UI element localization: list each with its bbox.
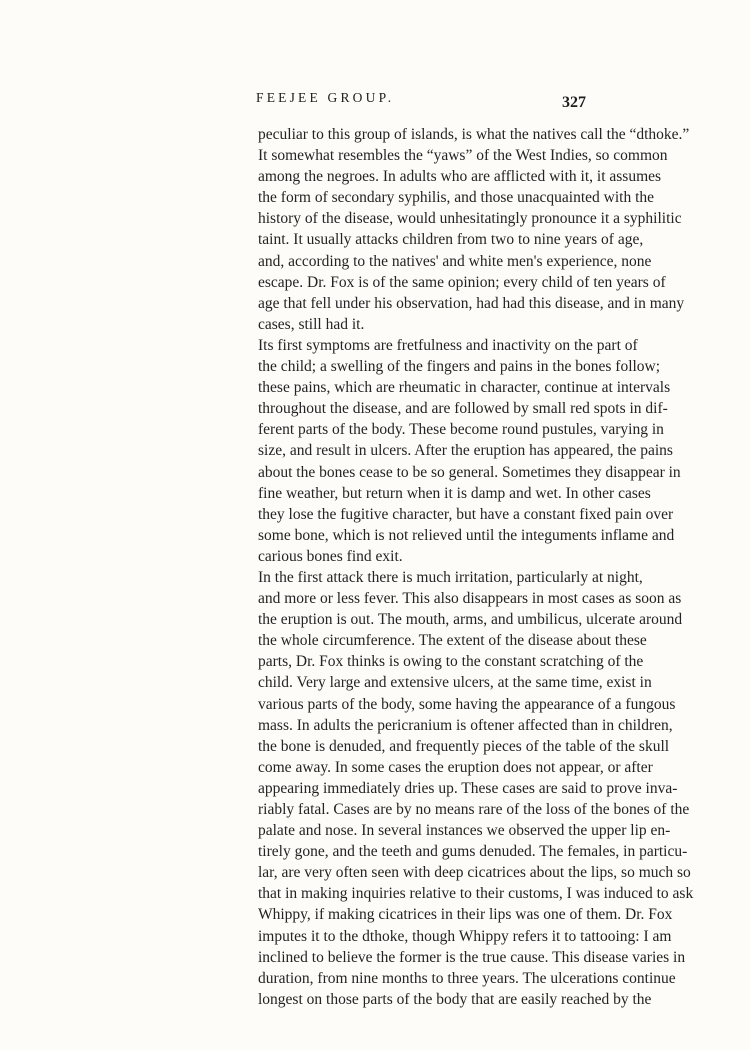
text-line: about the bones cease to be so general. Sometimes they disappear in	[258, 463, 681, 481]
text-line: Its first symptoms are fretfulness and inactivity on the part of	[258, 336, 638, 354]
text-line: the bone is denuded, and frequently pieces of the table of the skull	[258, 737, 670, 755]
text-line: the form of secondary syphilis, and those unacquainted with the	[258, 189, 655, 207]
text-line: escape. Dr. Fox is of the same opinion; every child of ten years of	[258, 273, 666, 291]
body-text	[258, 124, 750, 1010]
text-line: they lose the fugitive character, but have a constant fixed pain over	[258, 505, 674, 523]
text-line: throughout the disease, and are followed by small red spots in dif-	[258, 400, 668, 418]
text-line: appearing immediately dries up. These cases are said to prove inva-	[258, 779, 678, 797]
text-line: the eruption is out. The mouth, arms, and umbilicus, ulcerate around	[258, 611, 683, 629]
text-line: cases, still had it.	[258, 315, 365, 333]
text-line: taint. It usually attacks children from two to nine years of age,	[258, 231, 644, 249]
text-line: parts, Dr. Fox thinks is owing to the constant scratching of the	[258, 653, 644, 671]
text-line: some bone, which is not relieved until the integuments inflame and	[258, 526, 675, 544]
text-line: history of the disease, would unhesitatingly pronounce it a syphilitic	[258, 210, 682, 228]
text-line: duration, from nine months to three years. The ulcerations continue	[258, 969, 676, 987]
text-line: lar, are very often seen with deep cicatrices about the lips, so much so	[258, 864, 691, 882]
text-line: age that fell under his observation, had had this disease, and in many	[258, 294, 685, 312]
text-line: riably fatal. Cases are by no means rare of the loss of the bones of the	[258, 801, 690, 818]
text-line: imputes it to the dthoke, though Whippy refers it to tattooing: I am	[258, 927, 672, 945]
text-line: inclined to believe the former is the true cause. This disease varies in	[258, 948, 686, 966]
text-line: fine weather, but return when it is damp and wet. In other cases	[258, 484, 651, 502]
text-line: the child; a swelling of the fingers and pains in the bones follow;	[258, 358, 661, 376]
text-line: carious bones find exit.	[258, 547, 403, 565]
text-line: among the negroes. In adults who are afflicted with it, it assumes	[258, 168, 662, 186]
text-line: It somewhat resembles the “yaws” of the West Indies, so common	[258, 147, 668, 165]
text-line: ferent parts of the body. These become round pustules, varying in	[258, 421, 664, 439]
running-head: FEEJEE GROUP.	[256, 90, 395, 105]
text-line: and, according to the natives' and white men's experience, none	[258, 252, 652, 270]
text-line: child. Very large and extensive ulcers, at the same time, exist in	[258, 674, 652, 692]
text-line: that in making inquiries relative to their customs, I was induced to ask	[258, 885, 694, 903]
page-number: 327	[562, 94, 586, 111]
text-line: palate and nose. In several instances we observed the upper lip en-	[258, 822, 671, 840]
text-line: come away. In some cases the eruption does not appear, or after	[258, 758, 653, 776]
text-line: Whippy, if making cicatrices in their lips was one of them. Dr. Fox	[258, 906, 673, 924]
text-line: peculiar to this group of islands, is what the natives call the “dthoke.”	[258, 126, 690, 143]
text-line: the whole circumference. The extent of the disease about these	[258, 632, 647, 650]
text-line: mass. In adults the pericranium is oftener affected than in children,	[258, 716, 673, 734]
text-line: longest on those parts of the body that are easily reached by the	[258, 990, 652, 1008]
text-line: size, and result in ulcers. After the eruption has appeared, the pains	[258, 442, 673, 460]
text-line: various parts of the body, some having the appearance of a fungous	[258, 695, 676, 713]
text-line: and more or less fever. This also disappears in most cases as soon as	[258, 590, 682, 608]
text-line: In the first attack there is much irritation, particularly at night,	[258, 568, 643, 586]
text-line: these pains, which are rheumatic in character, continue at intervals	[258, 379, 671, 397]
text-line: tirely gone, and the teeth and gums denuded. The females, in particu-	[258, 843, 688, 861]
